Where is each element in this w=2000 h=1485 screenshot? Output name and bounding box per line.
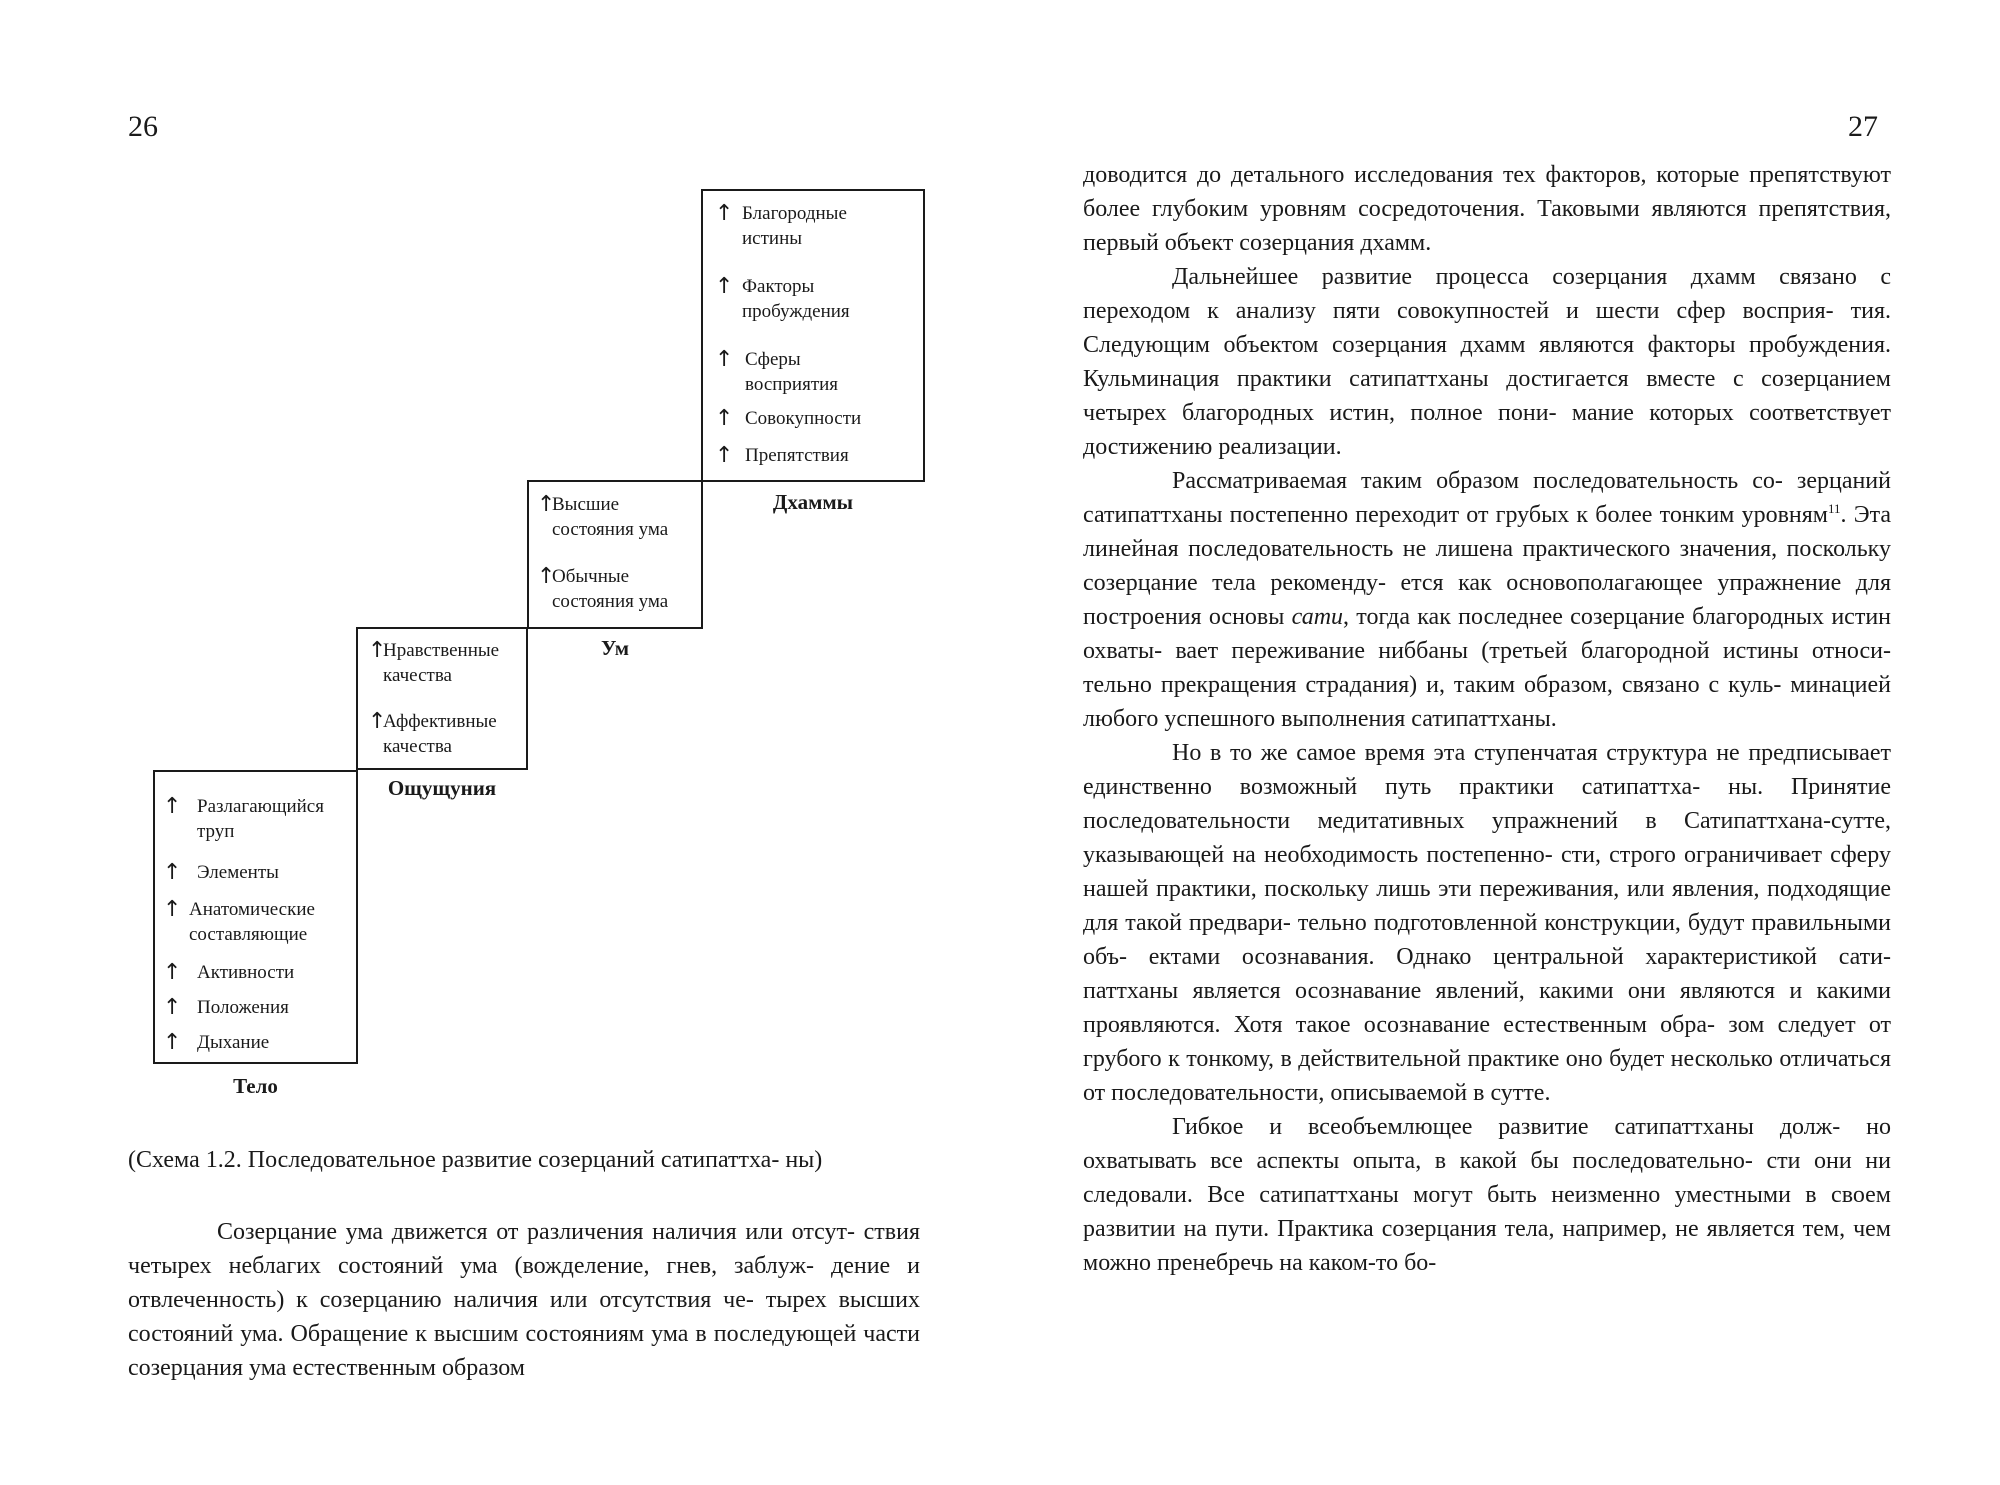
diagram-box-mind bbox=[527, 480, 703, 629]
diagram-item: ↑ Совокупности bbox=[715, 406, 862, 431]
diagram-box-body bbox=[153, 770, 358, 1064]
page-number-left: 26 bbox=[128, 110, 158, 143]
page-number-right: 27 bbox=[1848, 110, 1878, 143]
diagram-item: ↑ Нравственные качества bbox=[368, 638, 500, 686]
diagram-item: ↑ Обычные состояния ума bbox=[537, 564, 669, 612]
up-arrow-icon: ↑ bbox=[368, 638, 387, 663]
footnote-ref: 11 bbox=[1827, 501, 1841, 516]
up-arrow-icon: ↑ bbox=[163, 860, 182, 885]
up-arrow-icon: ↑ bbox=[163, 794, 182, 819]
diagram-item: ↑ Анатомические составляющие bbox=[163, 897, 315, 945]
diagram-item: ↑ Активности bbox=[163, 960, 295, 985]
up-arrow-icon: ↑ bbox=[715, 406, 734, 431]
up-arrow-icon: ↑ bbox=[715, 443, 734, 468]
up-arrow-icon: ↑ bbox=[163, 995, 182, 1020]
up-arrow-icon: ↑ bbox=[537, 492, 556, 517]
diagram-item: ↑ Препятствия bbox=[715, 443, 849, 468]
diagram-item: ↑ Дыхание bbox=[163, 1030, 270, 1055]
up-arrow-icon: ↑ bbox=[163, 1030, 182, 1055]
paragraph: Но в то же самое время эта ступенчатая структура не предписывает единственно возможный путь практики сатипаттха- ны. Принятие последовательности медитативных упражнений в Сатипаттхана-сутте, указывающей на необходимость постепенно- сти, строго ограничивает сферу нашей практики, поскольку лишь эти переживания, или явления, подходящие для такой предвари- тельно подготовленной конструкции, будут правильными объ- ектами осознавания. Однако центральной характеристикой сати- паттханы является осознавание явлений, какими они являются и какими проявляются. Хотя такое осознавание естественным обра- зом следует от грубого к тонкому, в действительной практике оно будет несколько отличаться от последовательности, описываемой в сутте. bbox=[1083, 740, 1891, 1106]
up-arrow-icon: ↑ bbox=[715, 347, 734, 372]
diagram-item: ↑ Благородные истины bbox=[715, 201, 847, 249]
up-arrow-icon: ↑ bbox=[368, 709, 387, 734]
diagram-caption: (Схема 1.2. Последовательное развитие созерцаний сатипаттха- ны) bbox=[128, 1147, 823, 1173]
up-arrow-icon: ↑ bbox=[715, 274, 734, 299]
diagram-item: ↑ Факторы пробуждения bbox=[715, 274, 850, 322]
diagram-item: ↑ Сферы восприятия bbox=[715, 347, 839, 395]
paragraph: Созерцание ума движется от различения наличия или отсут- ствия четырех неблагих состояний ума (вожделение, гнев, заблуж- дение и отвлеченность) к созерцанию наличия или отсутствия че- тырех высших состояний ума. Обращение к высшим состояниям ума в последующей части созерцания ума естественным образом bbox=[128, 1219, 920, 1381]
diagram-label-feelings: Ощущуния bbox=[387, 776, 497, 800]
paragraph: Рассматриваемая таким образом последовательность со- зерцаний сатипаттханы постепенно переходит от грубых к более тонким уровням$^{11}$. Эта линейная последовательность не лишена практического значения, поскольку созерцание тела рекоменду- ется как основополагающее упражнение для построения основы сати, тогда как последнее созерцание благородных истин охваты- вает переживание ниббаны (третьей благородной истины относи- тельно прекращения страдания) и, таким образом, связано с куль- минацией любого успешного выполнения сатипаттханы. bbox=[1083, 468, 1891, 732]
paragraph: Дальнейшее развитие процесса созерцания дхамм связано с переходом к анализу пяти совокупностей и шести сфер восприя- тия. Следующим объектом созерцания дхамм являются факторы пробуждения. Кульминация практики сатипаттханы достигается вместе с созерцанием четырех благородных истин, полное пони- мание которых соответствует достижению реализации. bbox=[1083, 264, 1891, 460]
right-page-text bbox=[1083, 158, 1891, 1280]
diagram-label-mind: Ум bbox=[601, 636, 629, 660]
diagram-item: ↑ Элементы bbox=[163, 860, 279, 885]
up-arrow-icon: ↑ bbox=[537, 564, 556, 589]
diagram-item: ↑ Положения bbox=[163, 995, 289, 1020]
up-arrow-icon: ↑ bbox=[163, 960, 182, 985]
up-arrow-icon: ↑ bbox=[163, 897, 182, 922]
diagram-item: ↑ Аффективные качества bbox=[368, 709, 497, 757]
diagram-label-body: Тело bbox=[233, 1074, 278, 1098]
left-page-text bbox=[128, 1215, 920, 1385]
diagram-label-dhammas: Дхаммы bbox=[772, 490, 854, 514]
paragraph: Гибкое и всеобъемлющее развитие сатипаттханы долж- но охватывать все аспекты опыта, в какой бы последовательно- сти они ни следовали. Все сатипаттханы могут быть неизменно уместными в своем развитии на пути. Практика созерцания тела, например, не является тем, чем можно пренебречь на каком-то бо- bbox=[1083, 1114, 1891, 1276]
diagram-box-feelings bbox=[356, 627, 528, 770]
diagram-item: ↑ Разлагающийся труп bbox=[163, 794, 324, 842]
paragraph: доводится до детального исследования тех факторов, которые препятствуют более глубоким уровням сосредоточения. Таковыми являются препятствия, первый объект созерцания дхамм. bbox=[1083, 162, 1891, 256]
diagram-item: ↑ Высшие состояния ума bbox=[537, 492, 669, 540]
up-arrow-icon: ↑ bbox=[715, 201, 734, 226]
diagram-box-dhammas bbox=[701, 189, 925, 482]
